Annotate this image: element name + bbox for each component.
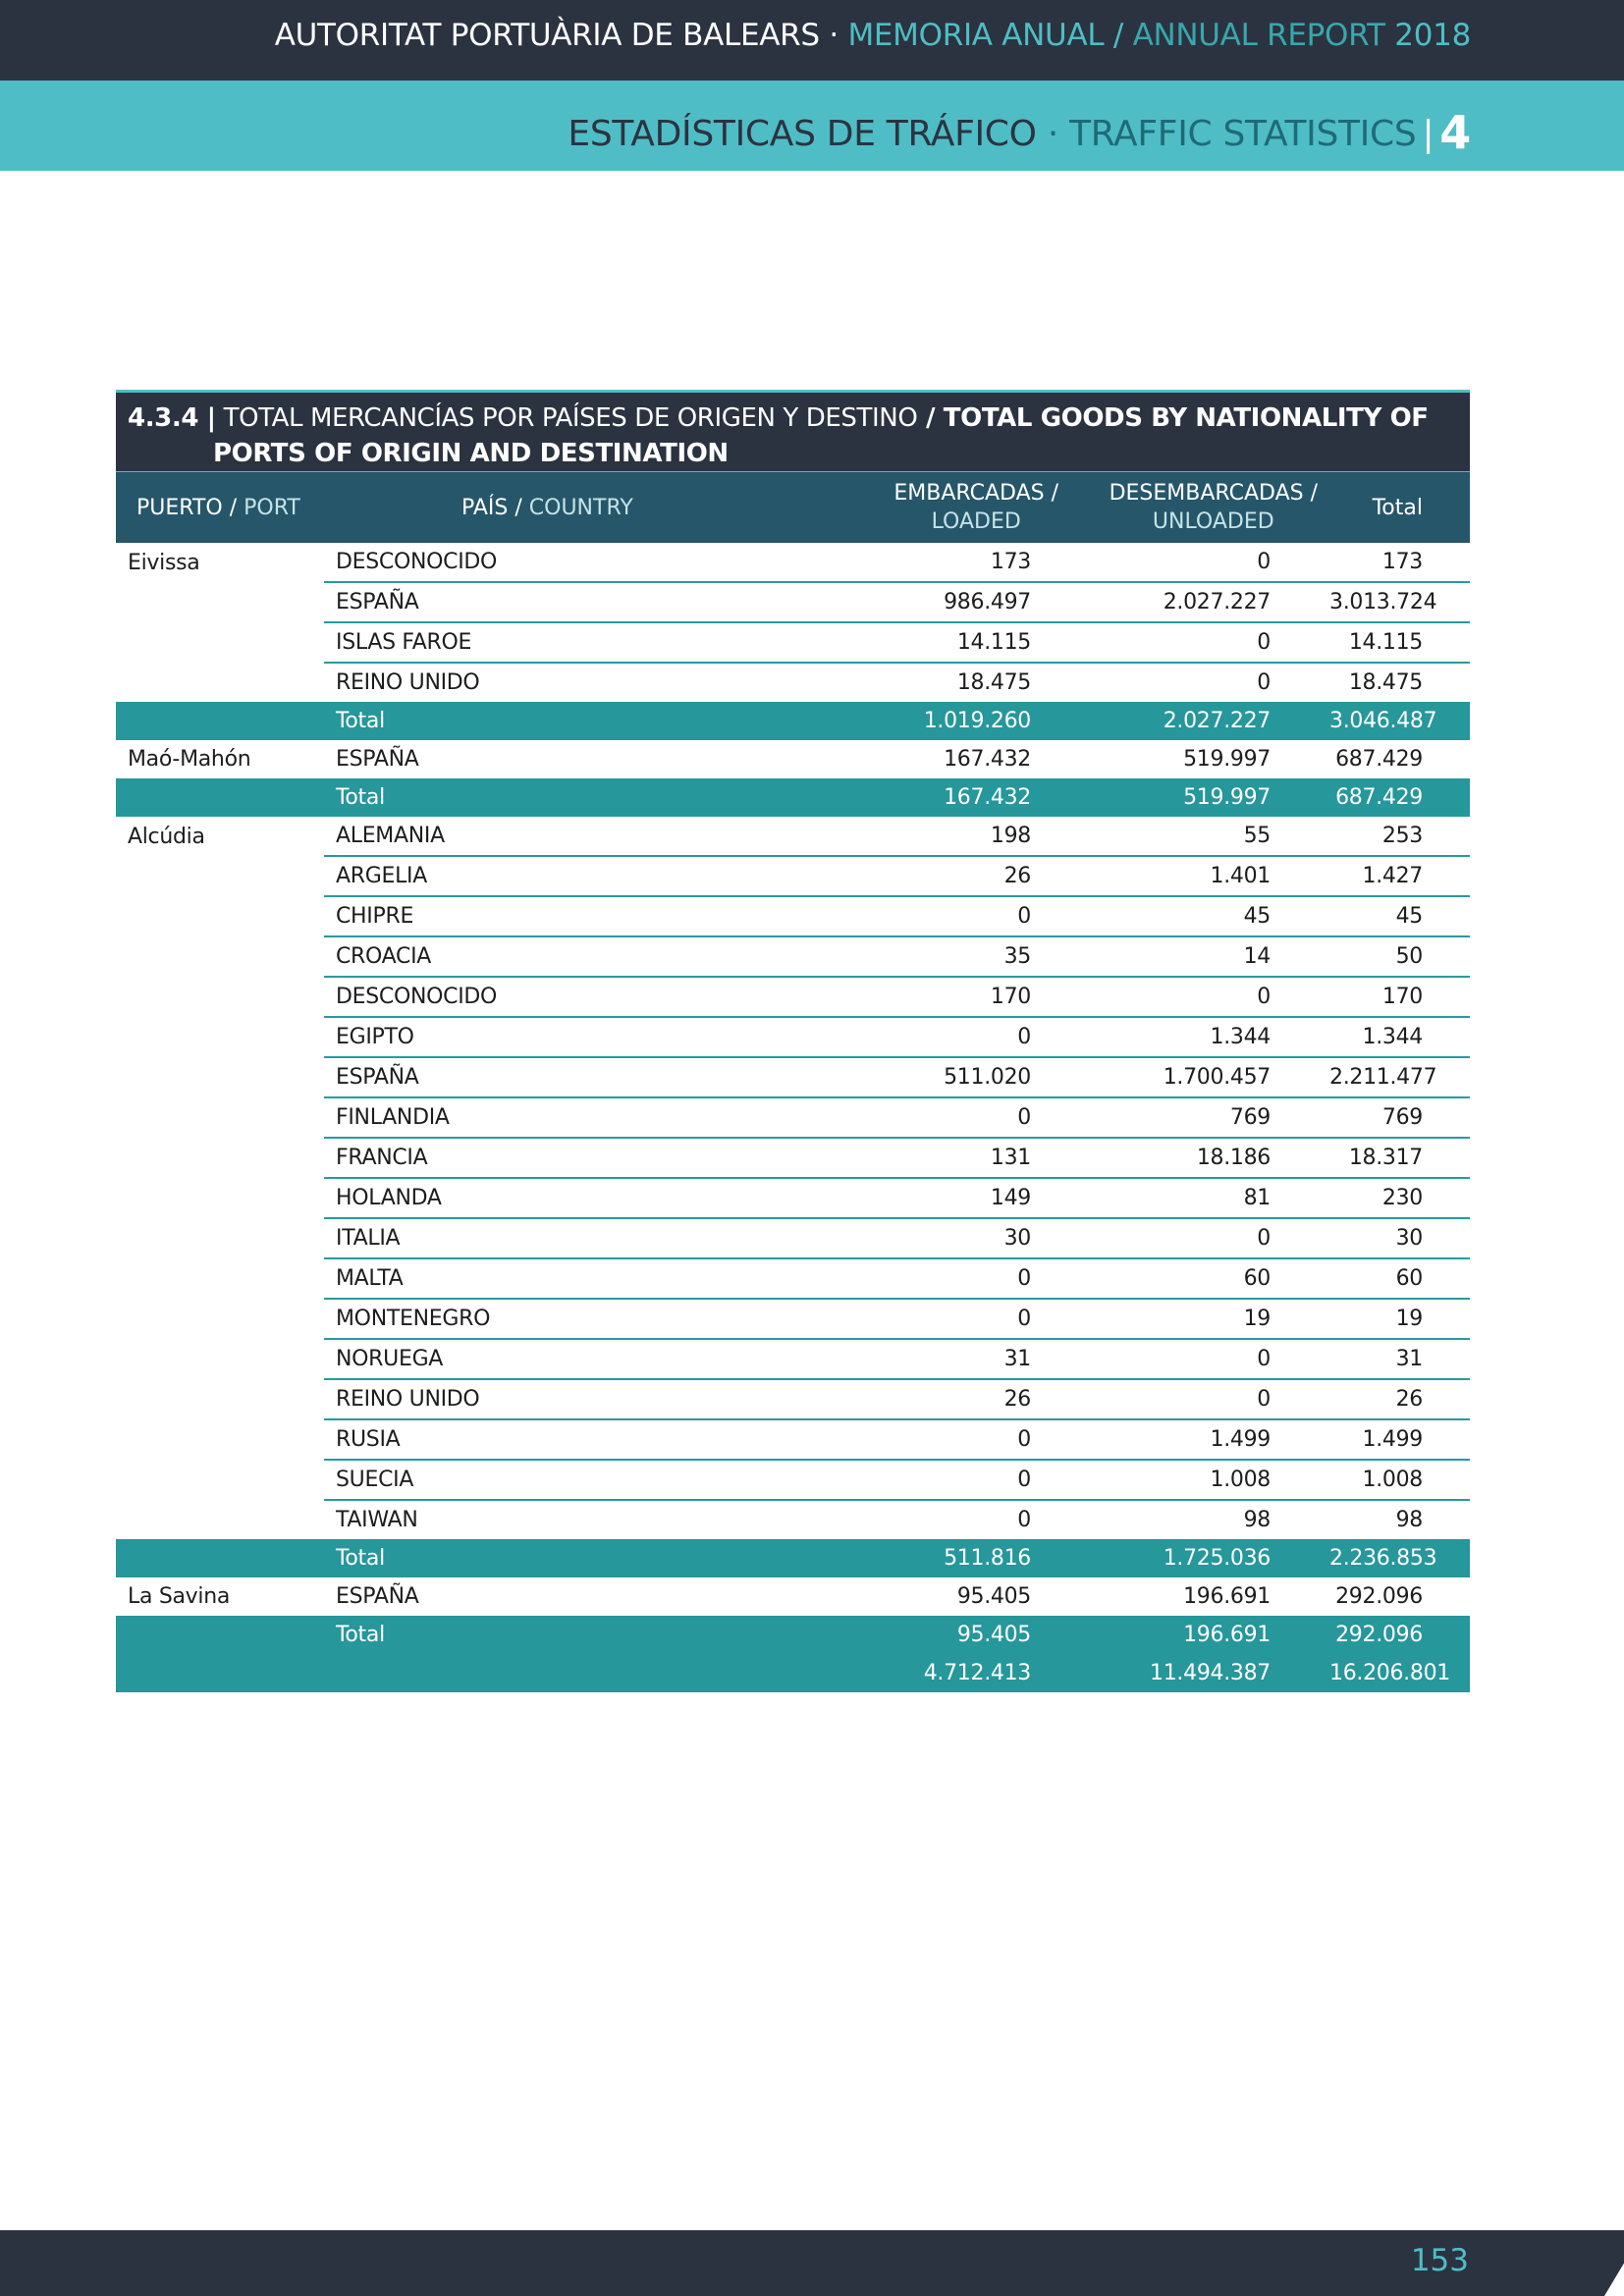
table-row (116, 936, 1470, 977)
cell-port: La Savina (128, 1584, 231, 1609)
cell-loaded: 511.020 (721, 1057, 1078, 1097)
cell-port (116, 936, 324, 977)
report-header-bar (0, 0, 1624, 80)
cell-unloaded: 60 (1078, 1258, 1318, 1299)
cell-unloaded: 45 (1078, 896, 1318, 936)
cell-port (116, 856, 324, 896)
cell-loaded: 0 (721, 1258, 1078, 1299)
cell-port (116, 977, 324, 1017)
table-title-line-1 (128, 403, 1429, 433)
cell-total: 98 (1395, 1508, 1423, 1532)
subtotal-row (116, 1539, 1470, 1577)
table-row (116, 1178, 1470, 1218)
cell-port: Alcúdia (128, 824, 205, 849)
table-row (116, 1017, 1470, 1057)
cell-unloaded: 0 (1078, 1339, 1318, 1379)
cell-country: Total (324, 1539, 721, 1577)
cell-loaded: 1.019.260 (721, 702, 1078, 740)
cell-unloaded: 2.027.227 (1078, 582, 1318, 622)
cell-country: FRANCIA (324, 1138, 721, 1178)
cell-country: CROACIA (324, 936, 721, 977)
table-row (116, 856, 1470, 896)
table-row (116, 663, 1470, 702)
cell-loaded: 0 (721, 1419, 1078, 1460)
table-row (116, 896, 1470, 936)
cell-port (116, 1138, 324, 1178)
cell-unloaded: 0 (1078, 977, 1318, 1017)
cell-unloaded: 11.494.387 (1078, 1654, 1318, 1692)
cell-total: 14.115 (1318, 622, 1470, 663)
cell-unloaded: 98 (1243, 1508, 1271, 1532)
report-title-en: ANNUAL REPORT (1132, 18, 1385, 53)
cell-country: CHIPRE (324, 896, 721, 936)
table-row (116, 1460, 1470, 1500)
subtotal-row (116, 1616, 1470, 1654)
col-port-en: PORT (244, 495, 300, 520)
col-header-unloaded (1078, 472, 1318, 544)
cell-total: 18.475 (1348, 670, 1423, 695)
cell-total: 19 (1318, 1299, 1470, 1339)
cell-port (116, 1218, 324, 1258)
cell-unloaded: 81 (1078, 1178, 1318, 1218)
cell-unloaded: 519.997 (1183, 747, 1271, 772)
report-title-slash: / (1104, 18, 1133, 53)
col-header-total: Total (1318, 472, 1470, 544)
cell-loaded: 26 (721, 856, 1078, 896)
table-row (116, 622, 1470, 663)
report-header-text (275, 18, 1471, 53)
cell-unloaded: 55 (1078, 817, 1318, 856)
table-row (116, 1057, 1470, 1097)
report-year: 2018 (1384, 18, 1471, 53)
table-row (116, 1299, 1470, 1339)
cell-country: NORUEGA (324, 1339, 721, 1379)
cell-loaded: 30 (721, 1218, 1078, 1258)
cell-country: ESPAÑA (324, 1057, 721, 1097)
cell-loaded: 0 (721, 896, 1078, 936)
cell-total: 230 (1318, 1178, 1470, 1218)
cell-total: 170 (1318, 977, 1470, 1017)
cell-total: 769 (1318, 1097, 1470, 1138)
section-title-es: ESTADÍSTICAS DE TRÁFICO (568, 114, 1037, 154)
table-row (116, 1258, 1470, 1299)
cell-country: ITALIA (324, 1218, 721, 1258)
cell-port (116, 1460, 324, 1500)
cell-unloaded: 1.725.036 (1078, 1539, 1318, 1577)
table-row (116, 1379, 1470, 1419)
cell-loaded: 4.712.413 (721, 1654, 1078, 1692)
org-name: AUTORITAT PORTUÀRIA DE BALEARS (274, 18, 820, 53)
cell-unloaded: 0 (1078, 1379, 1318, 1419)
cell-port (116, 778, 324, 817)
table-row (116, 817, 1470, 856)
header-separator: · (819, 18, 848, 53)
report-title-es: MEMORIA ANUAL (847, 18, 1105, 53)
grand-total-row (116, 1654, 1470, 1692)
cell-port (116, 1419, 324, 1460)
table-row (116, 543, 1470, 582)
cell-loaded: 170 (721, 977, 1078, 1017)
cell-country: ARGELIA (324, 856, 721, 896)
cell-country: Total (324, 702, 721, 740)
cell-unloaded: 0 (1078, 1218, 1318, 1258)
section-header-bar (0, 80, 1624, 171)
cell-unloaded: 1.344 (1078, 1017, 1318, 1057)
cell-port (116, 622, 324, 663)
cell-total: 2.211.477 (1318, 1057, 1470, 1097)
cell-loaded: 986.497 (721, 582, 1078, 622)
cell-loaded: 149 (721, 1178, 1078, 1218)
table-row (116, 740, 1470, 778)
cell-port (116, 582, 324, 622)
cell-total: 50 (1318, 936, 1470, 977)
page-number: 153 (1410, 2243, 1469, 2278)
cell-port (116, 1178, 324, 1218)
cell-country: Total (324, 778, 721, 817)
table-row (116, 1500, 1470, 1539)
col-country-es: PAÍS (461, 495, 509, 520)
cell-total: 292.096 (1318, 1616, 1470, 1654)
cell-unloaded: 1.700.457 (1078, 1057, 1318, 1097)
col-header-country (324, 472, 721, 544)
col-country-sep: / (508, 495, 529, 520)
cell-country: ESPAÑA (336, 1584, 419, 1609)
cell-total: 31 (1318, 1339, 1470, 1379)
col-header-loaded (721, 472, 1078, 544)
table-row (116, 1218, 1470, 1258)
cell-total: 3.046.487 (1318, 702, 1470, 740)
cell-country: MONTENEGRO (324, 1299, 721, 1339)
traffic-table (116, 390, 1470, 1692)
cell-country: ALEMANIA (324, 817, 721, 856)
cell-total: 60 (1318, 1258, 1470, 1299)
cell-country: DESCONOCIDO (324, 543, 721, 582)
col-loaded-en: LOADED (931, 509, 1021, 534)
table-title-en-1: / TOTAL GOODS BY NATIONALITY OF (917, 403, 1429, 433)
goods-table (116, 471, 1470, 1692)
cell-unloaded: 1.499 (1078, 1419, 1318, 1460)
col-unloaded-es: DESEMBARCADAS / (1109, 481, 1318, 506)
table-row (116, 1577, 1470, 1616)
cell-total: 3.013.724 (1318, 582, 1470, 622)
cell-country: HOLANDA (324, 1178, 721, 1218)
cell-country: ISLAS FAROE (324, 622, 721, 663)
cell-total: 253 (1318, 817, 1470, 856)
table-title (116, 390, 1470, 471)
cell-total: 1.344 (1318, 1017, 1470, 1057)
cell-total: 687.429 (1335, 747, 1423, 772)
cell-country: ESPAÑA (336, 747, 419, 772)
cell-loaded: 95.405 (721, 1616, 1078, 1654)
table-row (116, 977, 1470, 1017)
col-port-es: PUERTO (136, 495, 223, 520)
cell-total: 1.427 (1318, 856, 1470, 896)
col-loaded-es: EMBARCADAS / (893, 481, 1058, 506)
cell-port (116, 1539, 324, 1577)
cell-unloaded: 196.691 (1078, 1616, 1318, 1654)
cell-loaded: 18.475 (956, 670, 1031, 695)
cell-unloaded: 1.008 (1078, 1460, 1318, 1500)
table-title-es: TOTAL MERCANCÍAS POR PAÍSES DE ORIGEN Y DESTINO (215, 403, 918, 433)
cell-port (116, 1097, 324, 1138)
cell-loaded: 167.432 (944, 747, 1031, 772)
cell-total: 292.096 (1335, 1584, 1423, 1609)
cell-loaded: 95.405 (956, 1584, 1031, 1609)
cell-loaded: 0 (721, 1299, 1078, 1339)
cell-loaded: 0 (721, 1097, 1078, 1138)
cell-port (116, 1299, 324, 1339)
cell-unloaded: 14 (1078, 936, 1318, 977)
cell-unloaded: 0 (1078, 543, 1318, 582)
cell-unloaded: 769 (1078, 1097, 1318, 1138)
cell-total: 18.317 (1318, 1138, 1470, 1178)
cell-country: FINLANDIA (324, 1097, 721, 1138)
subtotal-row (116, 778, 1470, 817)
cell-total: 45 (1318, 896, 1470, 936)
table-row (116, 1138, 1470, 1178)
cell-port (116, 1500, 324, 1539)
col-header-port (116, 472, 324, 544)
section-number: 4 (1439, 106, 1471, 159)
cell-country: EGIPTO (324, 1017, 721, 1057)
cell-port (116, 1654, 324, 1692)
cell-loaded: 511.816 (721, 1539, 1078, 1577)
col-unloaded-en: UNLOADED (1152, 509, 1274, 534)
table-header-row (116, 472, 1470, 544)
cell-port (116, 1057, 324, 1097)
cell-total: 16.206.801 (1318, 1654, 1470, 1692)
cell-country: REINO UNIDO (324, 1379, 721, 1419)
cell-unloaded: 0 (1257, 670, 1271, 695)
cell-unloaded: 18.186 (1078, 1138, 1318, 1178)
cell-total: 1.499 (1318, 1419, 1470, 1460)
cell-loaded: 31 (721, 1339, 1078, 1379)
cell-country: MALTA (324, 1258, 721, 1299)
cell-loaded: 131 (721, 1138, 1078, 1178)
cell-total: 2.236.853 (1318, 1539, 1470, 1577)
cell-total: 26 (1318, 1379, 1470, 1419)
cell-total: 173 (1318, 543, 1470, 582)
cell-unloaded: 19 (1078, 1299, 1318, 1339)
footer-slash-decoration (1506, 2230, 1624, 2296)
cell-loaded: 0 (721, 1460, 1078, 1500)
section-pipe: | (1422, 114, 1435, 154)
cell-unloaded: 1.401 (1078, 856, 1318, 896)
table-row (116, 1339, 1470, 1379)
page-footer (0, 2230, 1624, 2296)
cell-port: Eivissa (128, 550, 200, 575)
section-separator: · (1036, 114, 1070, 154)
cell-total: 30 (1318, 1218, 1470, 1258)
table-code: 4.3.4 | (128, 403, 216, 433)
cell-total: 1.008 (1318, 1460, 1470, 1500)
cell-port (116, 702, 324, 740)
cell-loaded: 14.115 (721, 622, 1078, 663)
cell-port (116, 1616, 324, 1654)
cell-country: SUECIA (324, 1460, 721, 1500)
cell-port: Maó-Mahón (128, 747, 251, 772)
cell-unloaded: 0 (1078, 622, 1318, 663)
cell-country: REINO UNIDO (336, 670, 480, 695)
cell-port (116, 896, 324, 936)
cell-loaded: 0 (1017, 1508, 1031, 1532)
cell-loaded: 0 (721, 1017, 1078, 1057)
cell-port (116, 663, 324, 702)
cell-unloaded: 196.691 (1183, 1584, 1271, 1609)
table-title-en-2: PORTS OF ORIGIN AND DESTINATION (213, 439, 729, 468)
cell-loaded: 35 (721, 936, 1078, 977)
cell-unloaded: 519.997 (1078, 778, 1318, 817)
cell-loaded: 173 (721, 543, 1078, 582)
section-title-en: TRAFFIC STATISTICS (1069, 114, 1417, 154)
cell-country: RUSIA (324, 1419, 721, 1460)
cell-country: TAIWAN (336, 1508, 418, 1532)
cell-unloaded: 2.027.227 (1078, 702, 1318, 740)
cell-country (324, 1654, 721, 1692)
cell-port (116, 1017, 324, 1057)
cell-loaded: 167.432 (721, 778, 1078, 817)
cell-port (116, 1258, 324, 1299)
col-country-en: COUNTRY (528, 495, 633, 520)
cell-port (116, 1339, 324, 1379)
subtotal-row (116, 702, 1470, 740)
cell-country: ESPAÑA (324, 582, 721, 622)
cell-loaded: 26 (721, 1379, 1078, 1419)
cell-country: DESCONOCIDO (324, 977, 721, 1017)
table-row (116, 582, 1470, 622)
cell-port (116, 1379, 324, 1419)
section-header-text (568, 106, 1471, 159)
cell-country: Total (324, 1616, 721, 1654)
col-port-sep: / (222, 495, 244, 520)
table-body (116, 543, 1470, 1692)
table-row (116, 1419, 1470, 1460)
cell-loaded: 198 (721, 817, 1078, 856)
table-row (116, 1097, 1470, 1138)
cell-total: 687.429 (1318, 778, 1470, 817)
